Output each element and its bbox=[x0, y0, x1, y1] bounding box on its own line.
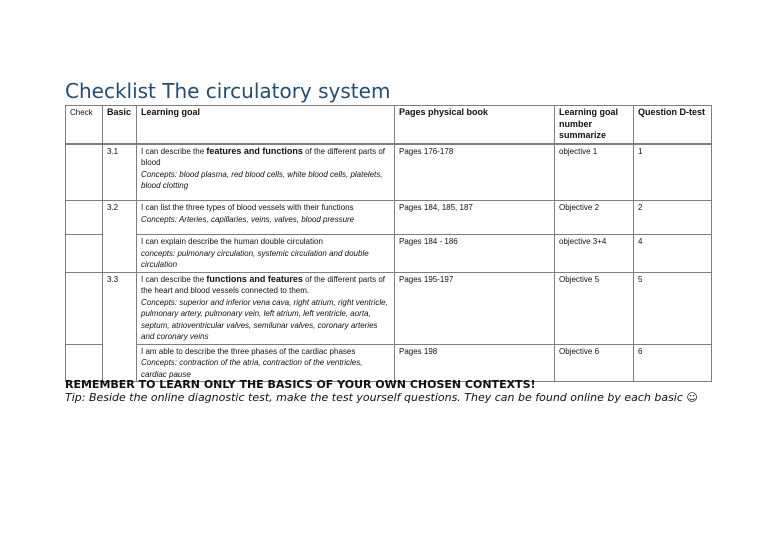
objective-cell: Objective 2 bbox=[555, 201, 634, 235]
goal-text-end: of the different parts of blood bbox=[141, 146, 386, 167]
header-goal-number: Learning goal number summarize bbox=[555, 106, 634, 144]
learning-goal-cell bbox=[137, 272, 395, 344]
question-cell: 5 bbox=[634, 272, 712, 344]
header-basic: Basic bbox=[103, 106, 137, 144]
table-row bbox=[66, 344, 712, 382]
question-cell: 4 bbox=[634, 235, 712, 273]
table-row bbox=[66, 272, 712, 344]
objective-cell: objective 1 bbox=[555, 144, 634, 201]
remember-note: REMEMBER TO LEARN ONLY THE BASICS OF YOUR OWN CHOSEN CONTEXTS! bbox=[65, 378, 536, 391]
learning-goal-cell bbox=[137, 144, 395, 201]
question-cell: 6 bbox=[634, 344, 712, 382]
page-title: Checklist The circulatory system bbox=[65, 79, 391, 103]
question-cell: 2 bbox=[634, 201, 712, 235]
table-row bbox=[66, 235, 712, 273]
objective-cell: objective 3+4 bbox=[555, 235, 634, 273]
learning-goal-cell bbox=[137, 201, 395, 235]
goal-text: I can describe the bbox=[141, 274, 207, 284]
goal-text-end: of the different parts of the heart and blood vessels connected to them. bbox=[141, 274, 386, 295]
pages-cell: Pages 184, 185, 187 bbox=[395, 201, 555, 235]
check-cell[interactable] bbox=[66, 344, 103, 382]
concepts-text: Concepts: Arteries, capillaries, veins, valves, blood pressure bbox=[141, 214, 355, 224]
header-pages: Pages physical book bbox=[395, 106, 555, 144]
learning-goal-cell bbox=[137, 235, 395, 273]
basic-cell: 3.2 bbox=[103, 201, 137, 273]
pages-cell: Pages 195-197 bbox=[395, 272, 555, 344]
table-row bbox=[66, 201, 712, 235]
goal-text: I can list the three types of blood vessels with their functions bbox=[141, 203, 354, 212]
check-cell[interactable] bbox=[66, 201, 103, 235]
tip-note: Tip: Beside the online diagnostic test, make the test yourself questions. They can be found online by each basic ☺ bbox=[65, 391, 698, 404]
learning-goal-cell bbox=[137, 344, 395, 382]
goal-text: I am able to describe the three phases of the cardiac phases bbox=[141, 346, 356, 356]
goal-bold-text: functions and features bbox=[206, 273, 303, 284]
check-cell[interactable] bbox=[66, 272, 103, 344]
objective-cell: Objective 6 bbox=[555, 344, 634, 382]
table-header-row bbox=[66, 106, 712, 144]
check-cell[interactable] bbox=[66, 144, 103, 201]
objective-cell: Objective 5 bbox=[555, 272, 634, 344]
goal-text: I can explain describe the human double circulation bbox=[141, 237, 323, 246]
goal-bold-text: features and functions bbox=[206, 145, 303, 156]
header-check: Check bbox=[66, 106, 103, 144]
concepts-text: Concepts: blood plasma, red blood cells, white blood cells, platelets, blood clotting bbox=[141, 169, 383, 190]
concepts-text: Concepts: contraction of the atria, contraction of the ventricles, cardiac pause bbox=[141, 358, 363, 379]
question-cell: 1 bbox=[634, 144, 712, 201]
table-row bbox=[66, 144, 712, 201]
pages-cell: Pages 198 bbox=[395, 344, 555, 382]
pages-cell: Pages 184 - 186 bbox=[395, 235, 555, 273]
concepts-text: Concepts: superior and inferior vena cava, right atrium, right ventricle, pulmonary artery, pulmonary vein, left atrium, left ventricle, aorta, septum, atrioventricular valves, semilunar valves, coronary arteries and coronary veins bbox=[141, 297, 388, 341]
check-cell[interactable] bbox=[66, 235, 103, 273]
header-learning-goal: Learning goal bbox=[137, 106, 395, 144]
pages-cell: Pages 176-178 bbox=[395, 144, 555, 201]
header-question: Question D-test bbox=[634, 106, 712, 144]
concepts-text: concepts: pulmonary circulation, systemic circulation and double circulation bbox=[141, 248, 369, 269]
basic-cell: 3.3 bbox=[103, 272, 137, 382]
basic-cell: 3.1 bbox=[103, 144, 137, 201]
goal-text: I can describe the bbox=[141, 146, 207, 156]
checklist-table bbox=[65, 105, 712, 382]
